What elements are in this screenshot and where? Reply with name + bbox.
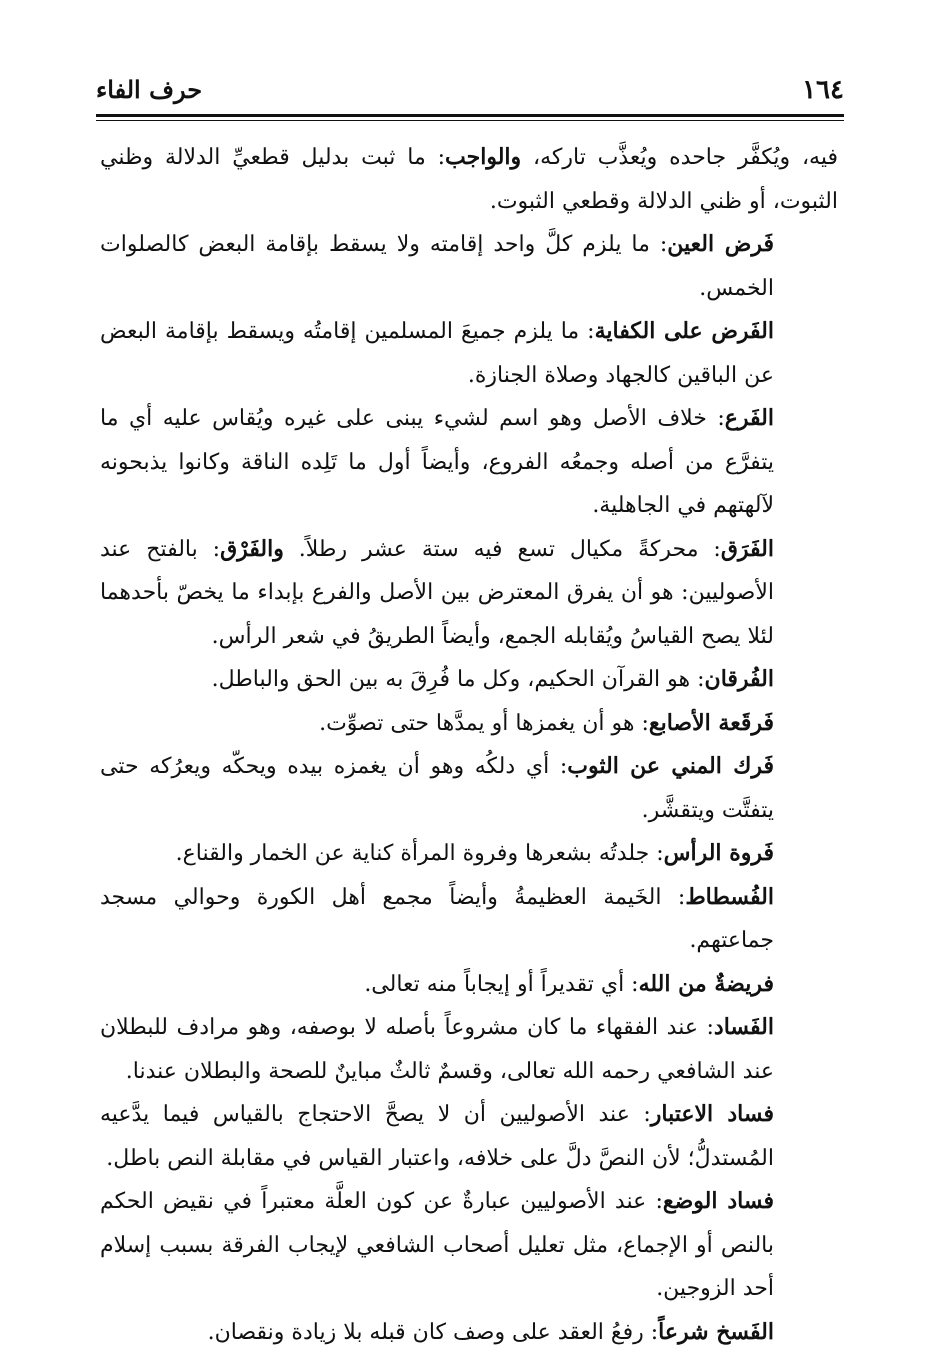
entry-term: الفُرقان xyxy=(704,666,774,692)
header-rule-thick xyxy=(96,114,844,117)
entry-definition: : الخَيمة العظيمةُ وأيضاً مجمع أهل الكورة وحوالي مسجد جماعتهم. xyxy=(100,884,774,953)
entry-far xyxy=(100,397,838,528)
entry-term: فَرك المني عن الثوب xyxy=(567,753,774,779)
entry-term: والفَرْق xyxy=(220,535,284,562)
dictionary-body xyxy=(100,136,838,1354)
entry-definition: : عند الأصوليين عبارةٌ عن كون العلَّة معتبراً في نقيض الحكم بالنص أو الإجماع، مثل تعليل أصحاب الشافعي لإيجاب الفرقة بسبب إسلام أحد الزوجين. xyxy=(100,1189,774,1301)
entry-fasad-wad xyxy=(100,1180,838,1311)
entry-farqaat xyxy=(100,702,838,746)
entry-definition: : ما يلزم جميعَ المسلمين إقامتُه ويسقط بإقامة البعض عن الباقين كالجهاد وصلاة الجنازة. xyxy=(100,319,774,388)
entry-term: فَرقَعة الأصابع xyxy=(648,709,774,736)
entry-farida xyxy=(100,963,838,1007)
entry-term: الفَرض على الكفاية xyxy=(594,318,774,344)
entry-fasad-itibar xyxy=(100,1093,838,1180)
entry-term: فَروة الرأس xyxy=(663,840,774,866)
entry-definition: : أي تقديراً أو إيجاباً منه تعالى. xyxy=(364,971,639,997)
entry-definition: : هو القرآن الحكيم، وكل ما فُرِقَ به بين الحق والباطل. xyxy=(211,667,705,692)
entry-term: الفَرع xyxy=(724,405,774,431)
entry-definition: : هو أن يغمزها أو يمدَّها حتى تصوِّت. xyxy=(319,710,649,736)
entry-fasad xyxy=(100,1006,838,1093)
entry-term: الفَساد xyxy=(713,1014,774,1040)
header-rule-thin xyxy=(96,120,844,121)
entry-definition: : عند الفقهاء ما كان مشروعاً بأصله لا بوصفه، وهو مرادف للبطلان عند الشافعي رحمه الله تعالى، وقسمٌ ثالثٌ مباينٌ للصحة والبطلان عندنا. xyxy=(100,1015,774,1084)
entry-definition: : خلاف الأصل وهو اسم لشيء يبنى على غيره ويُقاس عليه أي ما يتفرَّع من أصله وجمعُه الفروع، وأيضاً أول ما تَلِده الناقة وكانوا يذبحونه لآلهتهم في الجاهلية. xyxy=(100,406,774,518)
entry-text: : ما ثبت بدليل قطعيِّ الدلالة وظني الثبوت، أو ظني الدلالة وقطعي الثبوت. xyxy=(100,145,838,214)
entry-faraq xyxy=(100,528,838,659)
entry-term: فَرض العين xyxy=(667,231,774,257)
running-title: حرف الفاء xyxy=(96,75,203,104)
entry-term: فريضةٌ من الله xyxy=(638,970,774,997)
entry-definition: : ما يلزم كلَّ واحد إقامته ولا يسقط بإقامة البعض كالصلوات الخمس. xyxy=(100,232,774,301)
entry-term: والواجب xyxy=(445,144,522,170)
entry-fard-kifaya xyxy=(100,310,838,397)
entry-fark-al-mani xyxy=(100,745,838,832)
entry-term: فساد الاعتبار xyxy=(650,1101,774,1127)
entry-term: الفَسخ شرعاً xyxy=(658,1318,774,1345)
page-header xyxy=(96,74,844,110)
entry-term: الفَرَق xyxy=(720,535,774,562)
entry-term: الفُسطاط xyxy=(685,883,774,910)
entry-definition: : رفعُ العقد على وصف كان قبله بلا زيادة ونقصان. xyxy=(207,1319,659,1345)
entry-continuation xyxy=(100,136,838,223)
entry-definition: : عند الأصوليين أن لا يصحَّ الاحتجاج بالقياس فيما يدَّعيه المُستدلُّ؛ لأن النصَّ دلَّ على خلافه، واعتبار القياس في مقابلة النص باطل. xyxy=(100,1102,774,1171)
entry-definition: : أي دلكُه وهو أن يغمزه بيده ويحكّه ويعرُكه حتى يتفتَّت ويتقشَّر. xyxy=(100,754,774,823)
entry-faskh xyxy=(100,1311,838,1355)
entry-furqan xyxy=(100,658,838,702)
entry-definition: : جلدتُه بشعرها وفروة المرأة كناية عن الخمار والقناع. xyxy=(175,841,664,866)
entry-fustat xyxy=(100,876,838,963)
entry-definition: : بالفتح عند الأصوليين: هو أن يفرق المعترض بين الأصل والفرع بإبداء ما يخصّ بأحدهما لئلا يصح القياسُ ويُقابله الجمع، وأيضاً الطريقُ في شعر الرأس. xyxy=(100,536,774,649)
entry-definition: : محركةً مكيال تسع فيه ستة عشر رطلاً. xyxy=(283,536,721,562)
entry-term: فساد الوضع xyxy=(662,1188,774,1214)
page-number: ١٦٤ xyxy=(802,75,844,105)
entry-farwa xyxy=(100,832,838,876)
entry-fard-al-ayn xyxy=(100,223,838,310)
entry-text: فيه، ويُكفَّر جاحده ويُعذَّب تاركه، xyxy=(521,145,838,170)
